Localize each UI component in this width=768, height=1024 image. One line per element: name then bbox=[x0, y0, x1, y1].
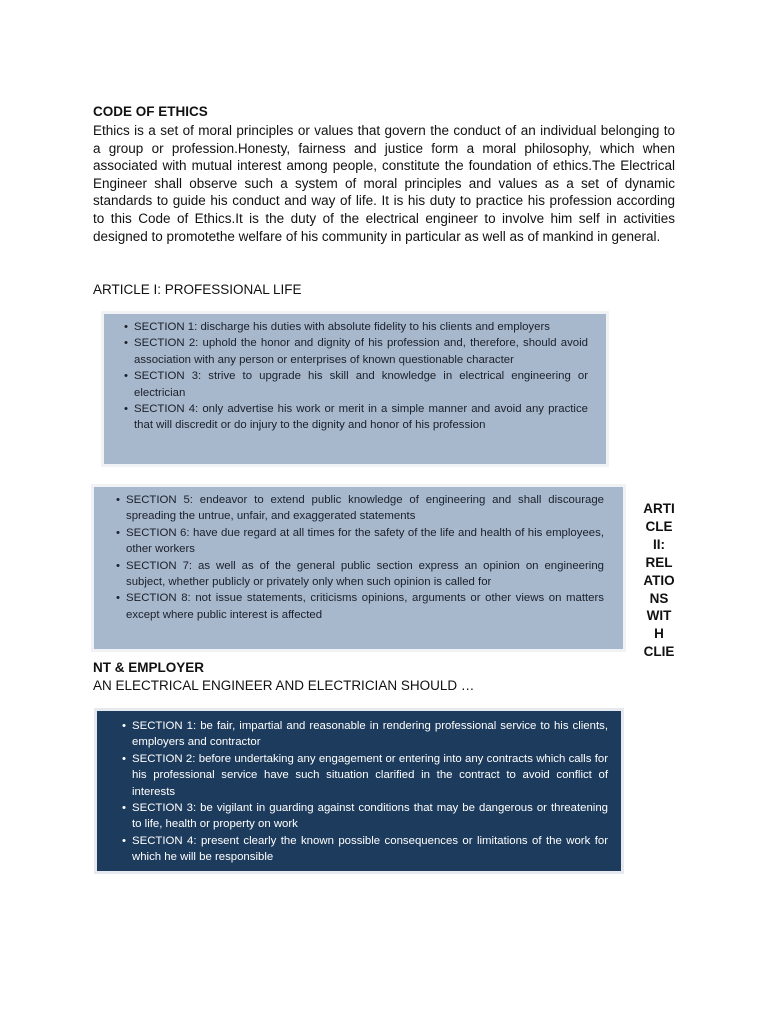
list-item: • SECTION 7: as well as of the general public section express an opinion on engineering subject, whether publicly or privately only when such opinion is called for bbox=[116, 558, 604, 591]
article-1-box-2 bbox=[91, 484, 626, 652]
article-2-box bbox=[94, 708, 624, 874]
list-item: • SECTION 6: have due regard at all times for the safety of the life and health of his employees, other workers bbox=[116, 525, 604, 558]
article-1-heading: ARTICLE I: PROFESSIONAL LIFE bbox=[93, 282, 302, 297]
list-item: • SECTION 3: strive to upgrade his skill and knowledge in electrical engineering or electrician bbox=[124, 368, 588, 401]
heading-fragment: II: bbox=[653, 536, 665, 552]
list-item: • SECTION 8: not issue statements, criticisms opinions, arguments or other views on matters except where public interest is affected bbox=[116, 590, 604, 623]
heading-fragment: ARTI bbox=[643, 501, 675, 516]
heading-fragment: CLE bbox=[645, 518, 673, 534]
section-list bbox=[116, 492, 604, 623]
intro-paragraph: Ethics is a set of moral principles or values that govern the conduct of an individual belonging to a group or profession.Honesty, fairness and justice form a moral philosophy, which when associated with mutual interest among people, constitute the foundation of ethics.The Electrical Engineer shall observe such a system of moral principles and values as a set of dynamic standards to guide his conduct and way of life. It is his duty to practice his profession according to this Code of Ethics.It is the duty of the electrical engineer to involve him self in activities designed to promotethe welfare of his community in particular as well as of mankind in general. bbox=[93, 123, 675, 244]
list-item: • SECTION 1: discharge his duties with absolute fidelity to his clients and employers bbox=[124, 319, 588, 335]
list-item: • SECTION 3: be vigilant in guarding against conditions that may be dangerous or threatening to life, health or property on work bbox=[122, 800, 608, 833]
page-title: CODE OF ETHICS bbox=[93, 104, 208, 119]
section-list bbox=[122, 718, 608, 866]
article-2-lead: AN ELECTRICAL ENGINEER AND ELECTRICIAN SHOULD … bbox=[93, 678, 475, 693]
heading-fragment: WIT bbox=[646, 608, 672, 624]
article-1-box-1 bbox=[101, 311, 609, 467]
heading-fragment: CLIE bbox=[643, 644, 675, 660]
list-item: • SECTION 5: endeavor to extend public knowledge of engineering and shall discourage spreading the untrue, unfair, and exaggerated statements bbox=[116, 492, 604, 525]
list-item: • SECTION 1: be fair, impartial and reasonable in rendering professional service to his clients, employers and contractor bbox=[122, 718, 608, 751]
list-item: • SECTION 2: uphold the honor and dignity of his profession and, therefore, should avoid association with any person or enterprises of known questionable character bbox=[124, 335, 588, 368]
article-2-heading-continuation: NT & EMPLOYER bbox=[93, 660, 205, 675]
heading-fragment: ATIO bbox=[643, 572, 675, 588]
heading-fragment: REL bbox=[645, 554, 673, 570]
list-item: • SECTION 4: only advertise his work or merit in a simple manner and avoid any practice that will discredit or do injury to the dignity and honor of his profession bbox=[124, 401, 588, 434]
list-item: • SECTION 2: before undertaking any engagement or entering into any contracts which calls for his professional service have such situation clarified in the contract to avoid conflict of interests bbox=[122, 751, 608, 800]
section-list bbox=[124, 319, 588, 434]
list-item: • SECTION 4: present clearly the known possible consequences or limitations of the work for which he will be responsible bbox=[122, 833, 608, 866]
heading-fragment: H bbox=[654, 626, 664, 642]
heading-fragment: NS bbox=[649, 590, 669, 606]
article-2-heading bbox=[630, 500, 688, 661]
